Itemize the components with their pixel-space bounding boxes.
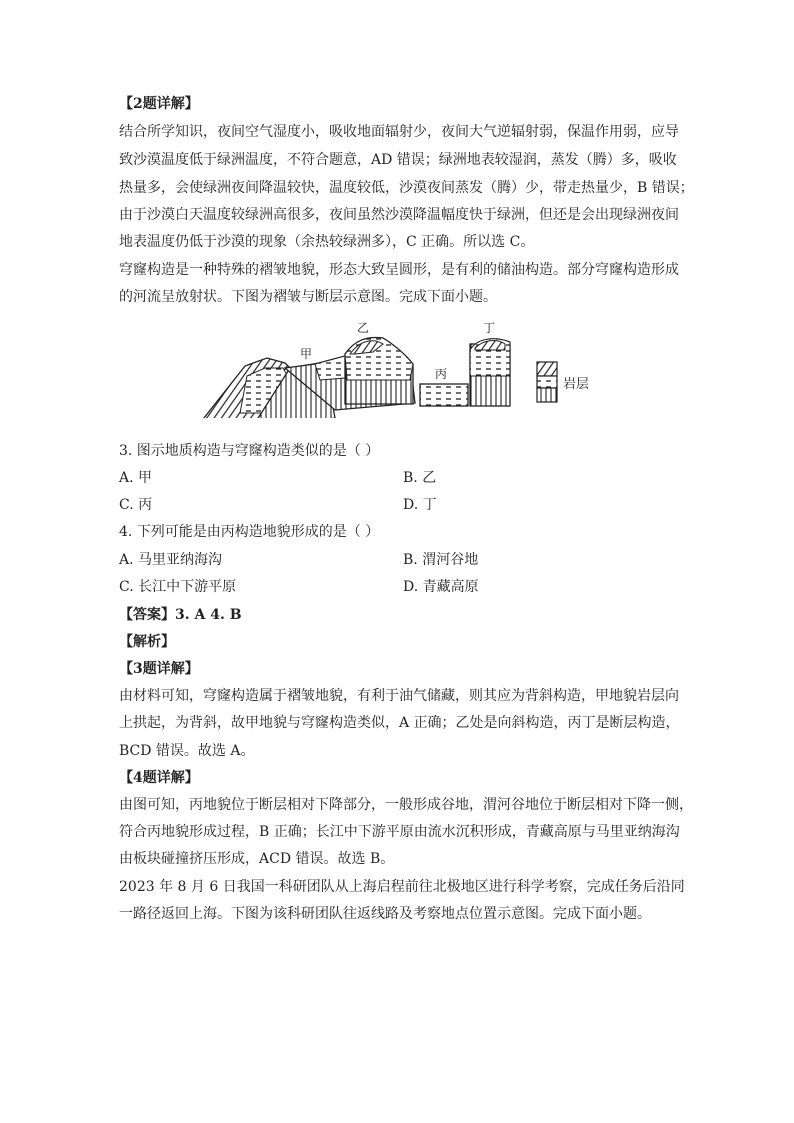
- q2-line-4: 由于沙漠白天温度较绿洲高很多，夜间虽然沙漠降温幅度快于绿洲，但还是会出现绿洲夜间: [119, 207, 679, 223]
- rock-layers-ding: [470, 339, 510, 406]
- q3-stem: 3. 图示地质构造与穹窿构造类似的是（ ）: [119, 443, 380, 459]
- legend: [537, 362, 589, 402]
- q4-detail-heading: 【4题详解】: [119, 770, 199, 786]
- q4-option-c[interactable]: C. 长江中下游平原: [119, 579, 237, 595]
- q3-detail-line-2: 上拱起，为背斜，故甲地貌与穹窿构造类似，A 正确；乙处是向斜构造，丙丁是断层构造，: [119, 715, 680, 731]
- q2-line-5: 地表温度仍低于沙漠的现象（余热较绿洲多），C 正确。所以选 C。: [119, 234, 535, 250]
- label-bing: 丙: [435, 367, 448, 381]
- q3-option-c[interactable]: C. 丙: [119, 497, 153, 513]
- next-intro-line-2: 一路径返回上海。下图为该科研团队往返线路及考察地点位置示意图。完成下面小题。: [119, 906, 651, 922]
- analysis-heading: 【解析】: [119, 634, 175, 650]
- q3-detail-line-1: 由材料可知，穹窿构造属于褶皱地貌，有利于油气储藏，则其应为背斜构造，甲地貌岩层向: [119, 688, 679, 704]
- q3-detail-heading: 【3题详解】: [119, 661, 199, 677]
- q4-detail-line-3: 由板块碰撞挤压形成，ACD 错误。故选 B。: [119, 851, 395, 867]
- q4-option-d[interactable]: D. 青藏高原: [403, 579, 479, 595]
- fold-fault-diagram: [195, 318, 615, 418]
- legend-label: 岩层: [563, 377, 590, 392]
- label-yi: 乙: [357, 321, 370, 335]
- q4-option-b[interactable]: B. 渭河谷地: [403, 552, 479, 568]
- rock-layers-bing: [420, 384, 468, 406]
- label-jia: 甲: [300, 347, 313, 361]
- q4-detail-line-2: 符合丙地貌形成过程，B 正确；长江中下游平原由流水沉积形成，青藏高原与马里亚纳海沟: [119, 824, 680, 840]
- q2-line-2: 致沙漠温度低于绿洲温度，不符合题意，AD 错误；绿洲地表较湿润，蒸发（腾）多，吸收: [119, 152, 677, 168]
- intro-line-1: 穹窿构造是一种特殊的褶皱地貌，形态大致呈圆形，是有利的储油构造。部分穹窿构造形成: [119, 262, 679, 278]
- rock-layers-yi: [345, 338, 413, 404]
- q3-option-b[interactable]: B. 乙: [403, 470, 437, 486]
- q4-detail-line-1: 由图可知，丙地貌位于断层相对下降部分，一般形成谷地，渭河谷地位于断层相对下降一侧，: [119, 797, 693, 813]
- label-ding: 丁: [483, 321, 496, 335]
- q3-detail-line-3: BCD 错误。故选 A。: [119, 743, 255, 759]
- intro-line-2: 的河流呈放射状。下图为褶皱与断层示意图。完成下面小题。: [119, 289, 497, 305]
- q2-heading: 【2题详解】: [119, 96, 199, 112]
- next-intro-line-1: 2023 年 8 月 6 日我国一科研团队从上海启程前往北极地区进行科学考察，完成任务后沿同: [119, 879, 685, 895]
- q3-option-a[interactable]: A. 甲: [119, 470, 153, 486]
- answer-line: 【答案】3. A 4. B: [119, 607, 242, 623]
- q2-line-1: 结合所学知识，夜间空气湿度小，吸收地面辐射少，夜间大气逆辐射弱，保温作用弱，应导: [119, 124, 679, 140]
- q4-stem: 4. 下列可能是由丙构造地貌形成的是（ ）: [119, 524, 380, 540]
- q3-option-d[interactable]: D. 丁: [403, 497, 437, 513]
- q2-line-3: 热量多，会使绿洲夜间降温较快，温度较低，沙漠夜间蒸发（腾）少，带走热量少，B 错误；: [119, 180, 694, 196]
- q4-option-a[interactable]: A. 马里亚纳海沟: [119, 552, 223, 568]
